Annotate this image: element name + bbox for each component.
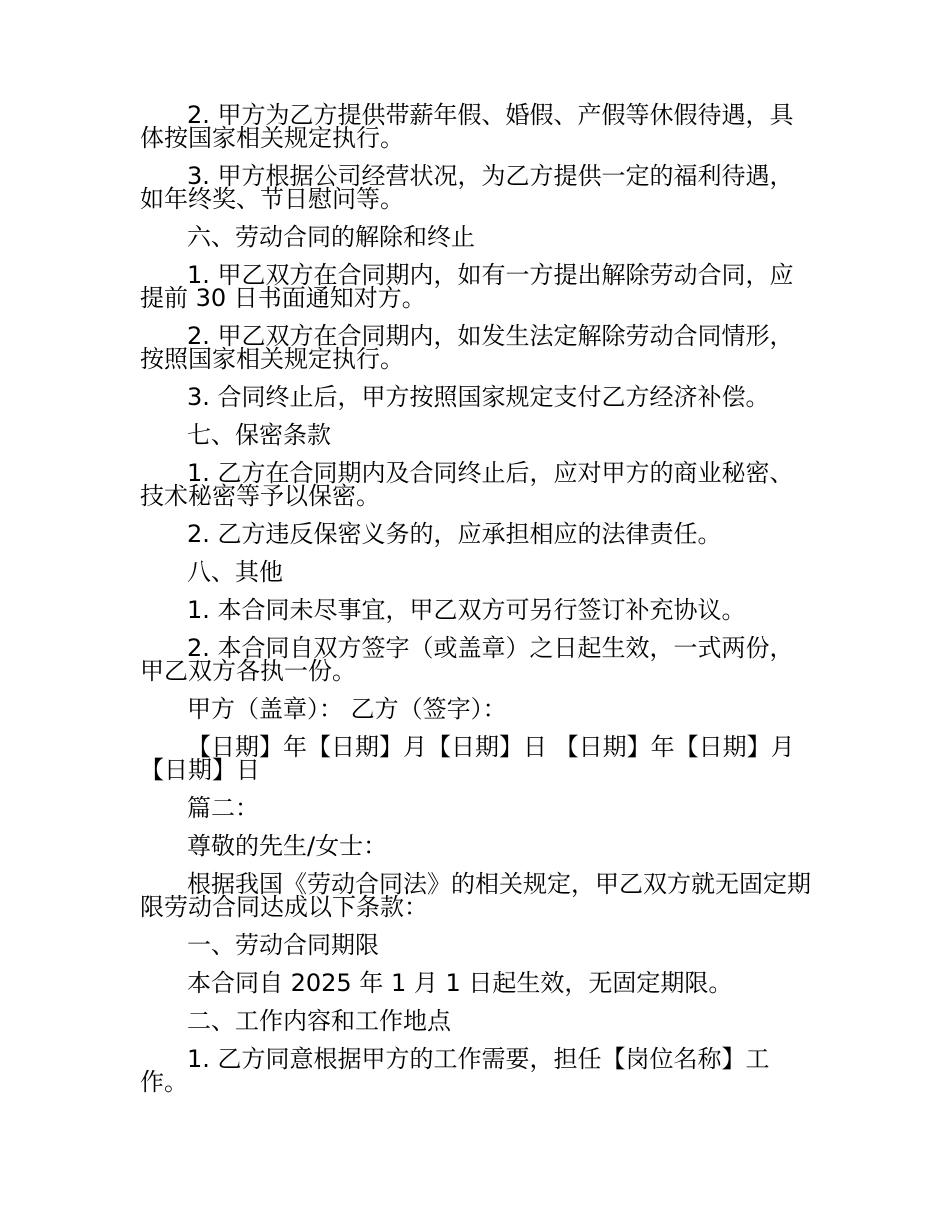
paragraph-position: 1. 乙方同意根据甲方的工作需要，担任【岗位名称】工作。	[140, 1045, 770, 1096]
paragraph-term: 本合同自 2025 年 1 月 1 日起生效，无固定期限。	[187, 969, 733, 997]
section-heading-part-two: 篇二：	[187, 794, 259, 822]
paragraph-supplementary: 1. 本合同未尽事宜，甲乙双方可另行签订补充协议。	[187, 596, 746, 624]
paragraph-welfare: 3. 甲方根据公司经营状况，为乙方提供一定的福利待遇，如年终奖、节日慰问等。	[140, 162, 794, 213]
paragraph-termination-notice: 1. 甲乙双方在合同期内，如有一方提出解除劳动合同，应提前 30 日书面通知对方。	[140, 261, 794, 312]
section-heading-work: 二、工作内容和工作地点	[187, 1007, 451, 1035]
paragraph-effective: 2. 本合同自双方签字（或盖章）之日起生效，一式两份，甲乙双方各执一份。	[140, 634, 794, 685]
section-heading-term: 一、劳动合同期限	[187, 931, 379, 959]
section-heading-termination: 六、劳动合同的解除和终止	[187, 223, 475, 251]
paragraph-confidentiality-duty: 1. 乙方在合同期内及合同终止后，应对甲方的商业秘密、技术秘密等予以保密。	[140, 459, 794, 510]
date-line: 【日期】年【日期】月【日期】日 【日期】年【日期】月【日期】日	[140, 733, 795, 784]
salutation: 尊敬的先生/女士：	[187, 832, 388, 860]
paragraph-statutory-termination: 2. 甲乙双方在合同期内，如发生法定解除劳动合同情形，按照国家相关规定执行。	[140, 322, 794, 373]
signature-line: 甲方（盖章）： 乙方（签字）：	[187, 695, 507, 723]
paragraph-compensation: 3. 合同终止后，甲方按照国家规定支付乙方经济补偿。	[187, 383, 770, 411]
paragraph-confidentiality-liability: 2. 乙方违反保密义务的，应承担相应的法律责任。	[187, 520, 722, 548]
paragraph-intro: 根据我国《劳动合同法》的相关规定，甲乙双方就无固定期限劳动合同达成以下条款：	[140, 870, 811, 921]
section-heading-other: 八、其他	[187, 558, 283, 586]
paragraph-leave-benefits: 2. 甲方为乙方提供带薪年假、婚假、产假等休假待遇，具体按国家相关规定执行。	[140, 101, 794, 152]
section-heading-confidentiality: 七、保密条款	[187, 421, 331, 449]
document-body	[140, 101, 812, 1109]
